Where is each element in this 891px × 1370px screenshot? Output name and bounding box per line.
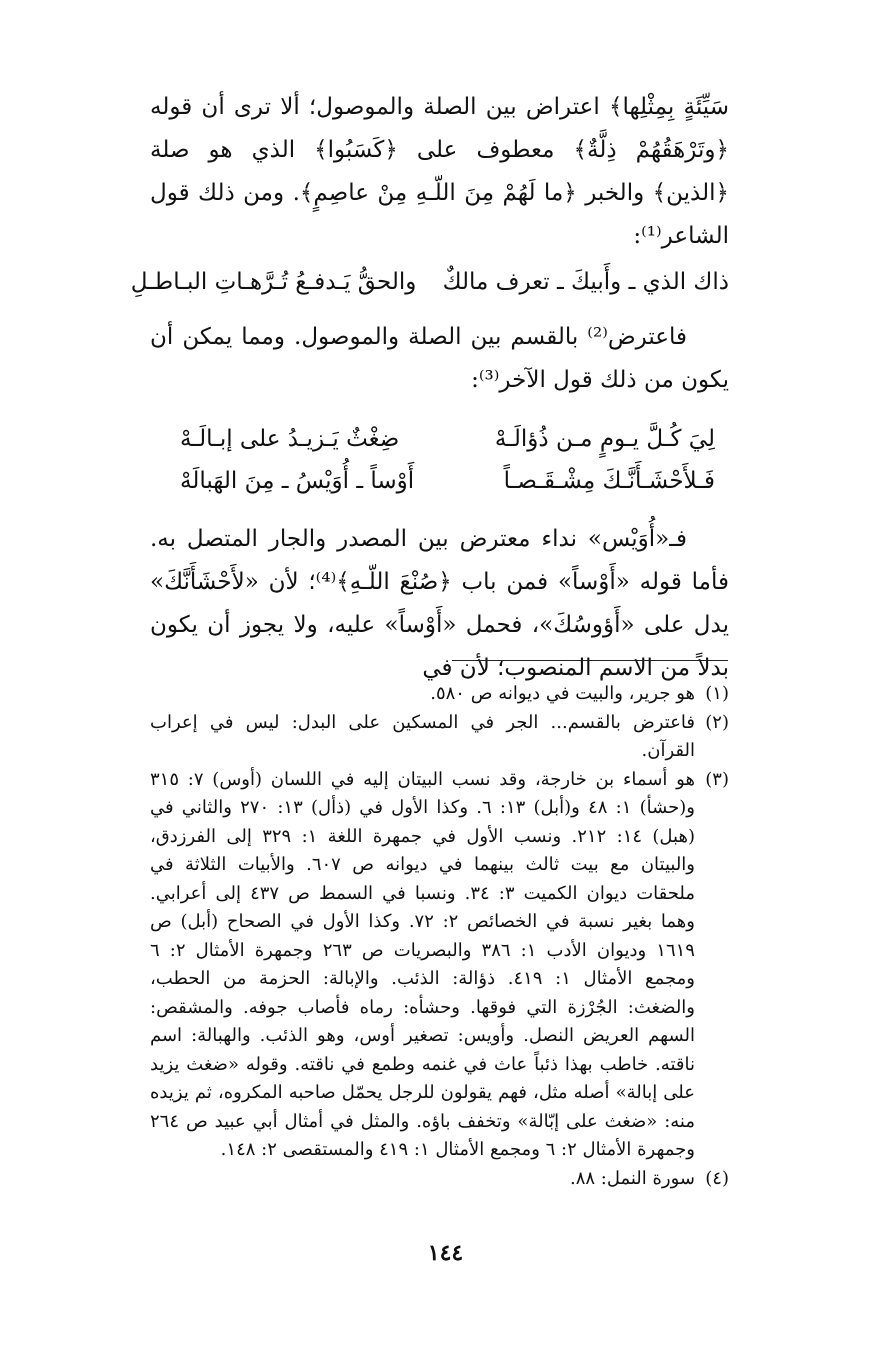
footnote-number: (١) — [705, 683, 729, 704]
verse-2b-first-hemistich: فَـلأَحْشَـأَنَّـكَ مِشْـقَـصـاً — [503, 468, 715, 494]
footnote-text: هو جرير، والبيت في ديوانه ص ٥٨٠. — [430, 683, 695, 704]
verse-couplet — [150, 418, 729, 502]
footnote-text: سورة النمل: ٨٨. — [569, 1167, 695, 1189]
main-text — [130, 86, 729, 690]
verse-line-2a — [180, 418, 715, 460]
verse-2b-second-hemistich: أَوْساً ـ أُوَيْسُ ـ مِنَ الهَبالَهْ — [180, 468, 415, 494]
footnote-4 — [150, 1165, 729, 1194]
paragraph-2: فاعترض⁽²⁾ بالقسم بين الصلة والموصول. ومما يمكن أن يكون من ذلك قول الآخر⁽³⁾: — [150, 324, 729, 393]
footnote-text: هو أسماء بن خارجة، وقد نسب البيتان إليه في اللسان (أوس) ٧: ٣١٥ و(حشأ) ١: ٤٨ و(أبل) ١٣: ٦. وكذا الأول في (ذأل) ١٣: ٢٧٠ والثاني في (هبل) ١٤: ٢١٢. ونسب الأول في جمهرة اللغة ١: ٣٢٩ إلى الفرزدق، والبيتان مع بيت ثالث بينهما في ديوانه ص ٦٠٧. والأبيات الثلاثة في ملحقات ديوان الكميت ٣: ٣٤. ونسبا في السمط ص ٤٣٧ إلى أعرابي. وهما بغير نسبة في الخصائص ٢: ٧٢. وكذا الأول في الصحاح (أبل) ص ١٦١٩ وديوان الأدب ١: ٣٨٦ والبصريات ص ٢٦٣ وجمهرة الأمثال ٢: ٦ ومجمع الأمثال ١: ٤١٩. ذؤالة: الذئب. والإبالة: الحزمة من الحطب، والضغث: الجُرْزة التي فوقها. وحشأه: رماه فأصاب جوفه. والمشقص: السهم العريض النصل. وأويس: تصغير أوس، وهو الذئب. والهبالة: اسم ناقته. خاطب بهذا ذئباً عاث في غنمه وطمع في ناقته. وقوله «ضغث يزيد على إبالة» أصله مثل، فهم يقولون للرجل يحمّل صاحبه المكروه، ثم يزيده منه: «ضغث على إبّالة» وتخفف باؤه. والمثل في أمثال أبي عبيد ص ٢٦٤ وجمهرة الأمثال ٢: ٦ ومجمع الأمثال ١: ٤١٩ والمستقصى ٢: ١٤٨. — [150, 768, 695, 1160]
page-number: ١٤٤ — [427, 1240, 464, 1266]
footnote-text: فاعترض بالقسم... الجر في المسكين على البدل: ليس في إعراب القرآن. — [150, 711, 695, 761]
footnotes — [150, 680, 729, 1193]
footnote-1 — [150, 680, 729, 709]
verse-1-first-hemistich: ذاك الذي ـ وأَبيكَ ـ تعرف مالكٌ — [442, 269, 729, 295]
verse-line-1 — [130, 258, 729, 306]
footnote-number: (٣) — [705, 768, 729, 790]
footnote-3 — [150, 766, 729, 1165]
footnote-number: (٤) — [705, 1167, 729, 1189]
paragraph-3: فـ«أُوَيْس» نداء معترض بين المصدر والجار المتصل به. فأما قوله «أَوْساً» فمن باب ﴿صُنْعَ اللّـهِ﴾⁽⁴⁾؛ لأن «لأَحْشَأَنَّكَ» يدل على «أَؤوسُكَ»، فحمل «أَوْساً» عليه، ولا يجوز أن يكون بدلاً من الاسم المنصوب؛ لأن في — [150, 526, 729, 681]
paragraph-1: سَيِّئَةٍ بِمِثْلِها﴾ اعتراض بين الصلة والموصول؛ ألا ترى أن قوله ﴿وتَرْهَقُهُمْ ذِلَّةٌ﴾ معطوف على ﴿كَسَبُوا﴾ الذي هو صلة ﴿الذين﴾ والخبر ﴿ما لَهُمْ مِنَ اللّـهِ مِنْ عاصِمٍ﴾. ومن ذلك قول الشاعر⁽¹⁾: — [150, 94, 729, 249]
verse-2a-second-hemistich: ضِغْثٌ يَـزيـدُ على إبـالَـهْ — [180, 426, 400, 452]
footnote-2 — [150, 709, 729, 766]
verse-line-2b — [180, 460, 715, 502]
footnote-number: (٢) — [705, 711, 729, 733]
verse-2a-first-hemistich: لِيَ كُـلَّ يـومٍ مـن ذُؤالَـهْ — [494, 426, 715, 452]
verse-1-second-hemistich: والحقُّ يَـدفـعُ تُـرَّهـاتِ البـاطـلِ — [130, 269, 417, 295]
footnote-divider — [452, 660, 728, 661]
